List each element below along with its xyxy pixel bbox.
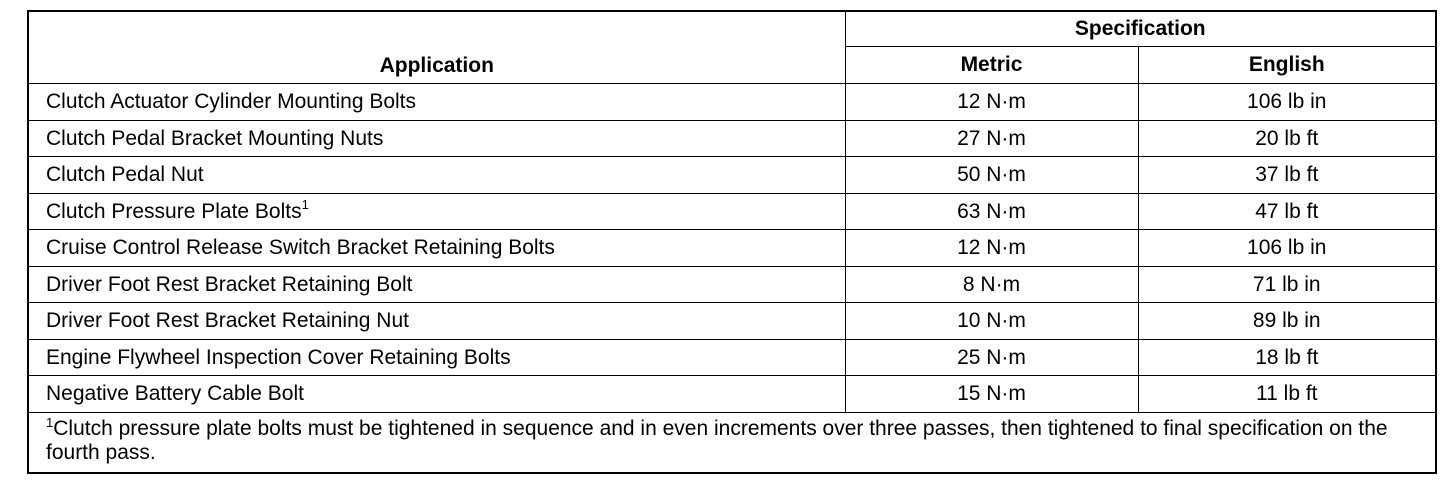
english-value: 20 lb ft xyxy=(1138,120,1436,157)
metric-value: 12 N·m xyxy=(845,84,1138,121)
footnote-row xyxy=(28,412,1436,473)
application-text: Engine Flywheel Inspection Cover Retaining Bolts xyxy=(46,345,511,369)
english-header: English xyxy=(1138,47,1436,84)
english-value: 89 lb in xyxy=(1138,303,1436,340)
table-row xyxy=(28,120,1436,157)
application-cell xyxy=(28,157,845,194)
torque-specification-table xyxy=(27,10,1437,474)
table-row xyxy=(28,376,1436,413)
table-row xyxy=(28,266,1436,303)
specification-header: Specification xyxy=(845,11,1436,47)
footnote-cell xyxy=(28,412,1436,473)
specification-rows xyxy=(28,84,1436,413)
english-value: 18 lb ft xyxy=(1138,339,1436,376)
metric-value: 63 N·m xyxy=(845,193,1138,230)
table-row xyxy=(28,157,1436,194)
application-cell xyxy=(28,303,845,340)
application-text: Driver Foot Rest Bracket Retaining Bolt xyxy=(46,272,413,296)
table-row xyxy=(28,230,1436,267)
application-cell xyxy=(28,266,845,303)
metric-value: 25 N·m xyxy=(845,339,1138,376)
english-value: 11 lb ft xyxy=(1138,376,1436,413)
english-value: 37 lb ft xyxy=(1138,157,1436,194)
application-text: Clutch Pedal Nut xyxy=(46,163,204,187)
header-row-top xyxy=(28,11,1436,47)
table-row xyxy=(28,339,1436,376)
application-text: Clutch Pressure Plate Bolts xyxy=(46,199,302,223)
application-cell xyxy=(28,120,845,157)
metric-value: 10 N·m xyxy=(845,303,1138,340)
application-cell xyxy=(28,84,845,121)
application-text: Cruise Control Release Switch Bracket Retaining Bolts xyxy=(46,236,555,260)
metric-header: Metric xyxy=(845,47,1138,84)
application-cell xyxy=(28,193,845,230)
application-header: Application xyxy=(28,11,845,84)
english-value: 106 lb in xyxy=(1138,84,1436,121)
application-text: Driver Foot Rest Bracket Retaining Nut xyxy=(46,309,409,333)
application-text: Clutch Pedal Bracket Mounting Nuts xyxy=(46,126,384,150)
footnote-text: Clutch pressure plate bolts must be tightened in sequence and in even increments over three passes, then tightened to final specification on the fourth pass. xyxy=(46,416,1388,465)
application-text: Negative Battery Cable Bolt xyxy=(46,382,304,406)
footnote-reference: 1 xyxy=(301,196,309,212)
application-cell xyxy=(28,339,845,376)
table-row xyxy=(28,193,1436,230)
metric-value: 12 N·m xyxy=(845,230,1138,267)
application-text: Clutch Actuator Cylinder Mounting Bolts xyxy=(46,90,417,114)
table-row xyxy=(28,84,1436,121)
metric-value: 8 N·m xyxy=(845,266,1138,303)
metric-value: 15 N·m xyxy=(845,376,1138,413)
application-cell xyxy=(28,376,845,413)
metric-value: 50 N·m xyxy=(845,157,1138,194)
application-cell xyxy=(28,230,845,267)
english-value: 71 lb in xyxy=(1138,266,1436,303)
table-row xyxy=(28,303,1436,340)
english-value: 106 lb in xyxy=(1138,230,1436,267)
footnote-mark: 1 xyxy=(46,414,54,430)
metric-value: 27 N·m xyxy=(845,120,1138,157)
english-value: 47 lb ft xyxy=(1138,193,1436,230)
